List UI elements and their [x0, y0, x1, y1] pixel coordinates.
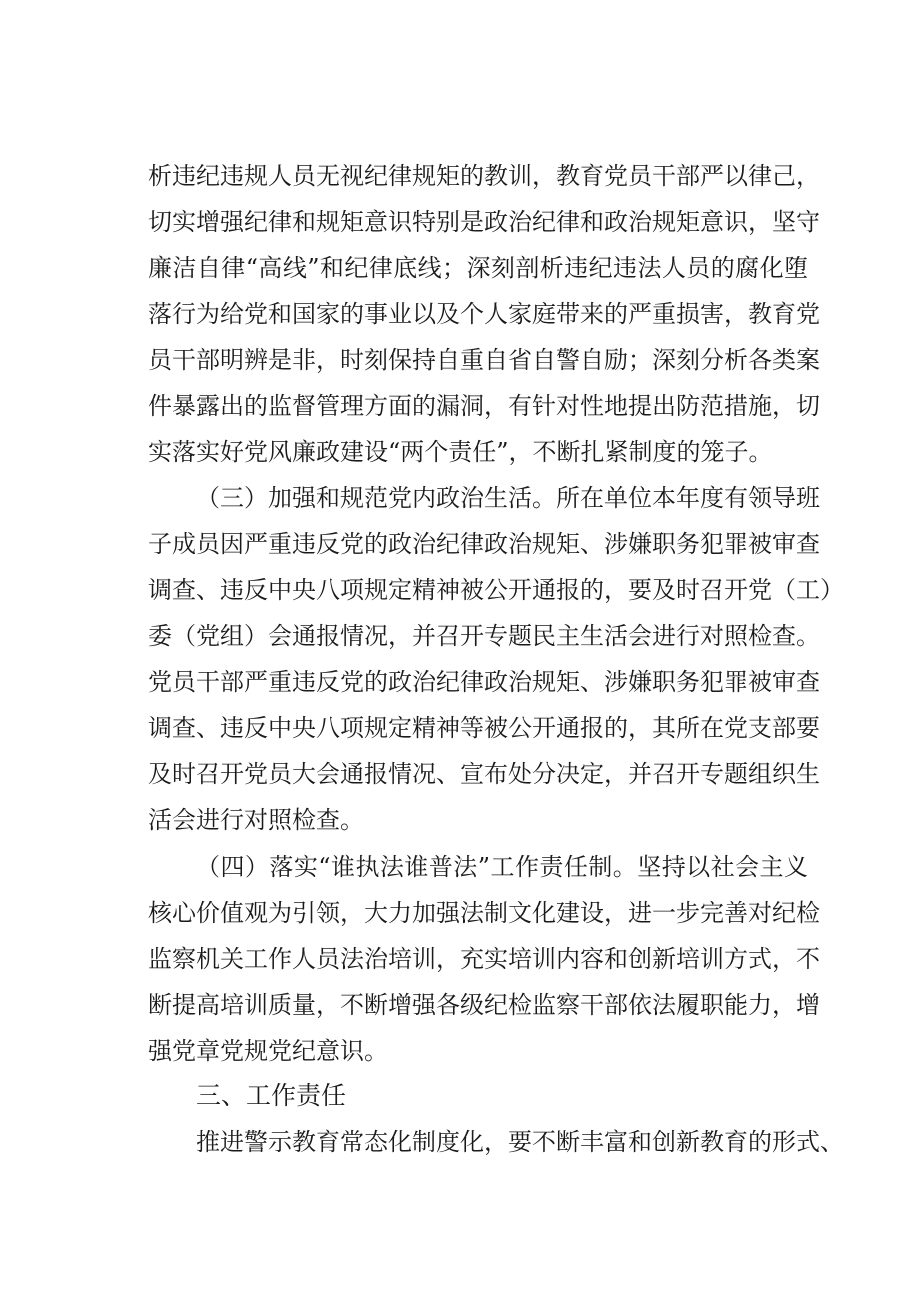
paragraph-line: 调查、违反中央八项规定精神被公开通报的，要及时召开党（工） — [148, 576, 844, 604]
paragraph-line: 及时召开党员大会通报情况、宣布处分决定，并召开专题组织生 — [148, 760, 820, 788]
paragraph-line: 件暴露出的监督管理方面的漏洞，有针对性地提出防范措施，切 — [148, 392, 820, 420]
paragraph-line: 断提高培训质量，不断增强各级纪检监察干部依法履职能力，增 — [148, 991, 820, 1019]
paragraph-line: 员干部明辨是非，时刻保持自重自省自警自励；深刻分析各类案 — [148, 346, 820, 374]
paragraph-line: 析违纪违规人员无视纪律规矩的教训，教育党员干部严以律己， — [148, 162, 820, 190]
paragraph-line: 子成员因严重违反党的政治纪律政治规矩、涉嫌职务犯罪被审查 — [148, 530, 820, 558]
paragraph-line: 落行为给党和国家的事业以及个人家庭带来的严重损害，教育党 — [148, 300, 820, 328]
paragraph-line: 党员干部严重违反党的政治纪律政治规矩、涉嫌职务犯罪被审查 — [148, 668, 820, 696]
paragraph-line: 廉洁自律“高线”和纪律底线；深刻剖析违纪违法人员的腐化堕 — [148, 254, 808, 282]
paragraph-line: 委（党组）会通报情况，并召开专题民主生活会进行对照检查。 — [148, 622, 820, 650]
section-heading: 三、工作责任 — [196, 1081, 347, 1110]
paragraph-line: （四）落实“谁执法谁普法”工作责任制。坚持以社会主义 — [196, 853, 808, 881]
paragraph-line: 强党章党规党纪意识。 — [148, 1037, 388, 1065]
paragraph-line: （三）加强和规范党内政治生活。所在单位本年度有领导班 — [196, 484, 820, 512]
paragraph-line: 实落实好党风廉政建设“两个责任”，不断扎紧制度的笼子。 — [148, 438, 773, 466]
paragraph-line: 切实增强纪律和规矩意识特别是政治纪律和政治规矩意识，坚守 — [148, 208, 820, 236]
paragraph-line: 调查、违反中央八项规定精神等被公开通报的，其所在党支部要 — [148, 714, 820, 742]
paragraph-line: 监察机关工作人员法治培训，充实培训内容和创新培训方式，不 — [148, 945, 820, 973]
paragraph-line: 活会进行对照检查。 — [148, 806, 364, 834]
paragraph-line: 核心价值观为引领，大力加强法制文化建设，进一步完善对纪检 — [148, 899, 820, 927]
paragraph-line: 推进警示教育常态化制度化，要不断丰富和创新教育的形式、 — [196, 1128, 844, 1156]
